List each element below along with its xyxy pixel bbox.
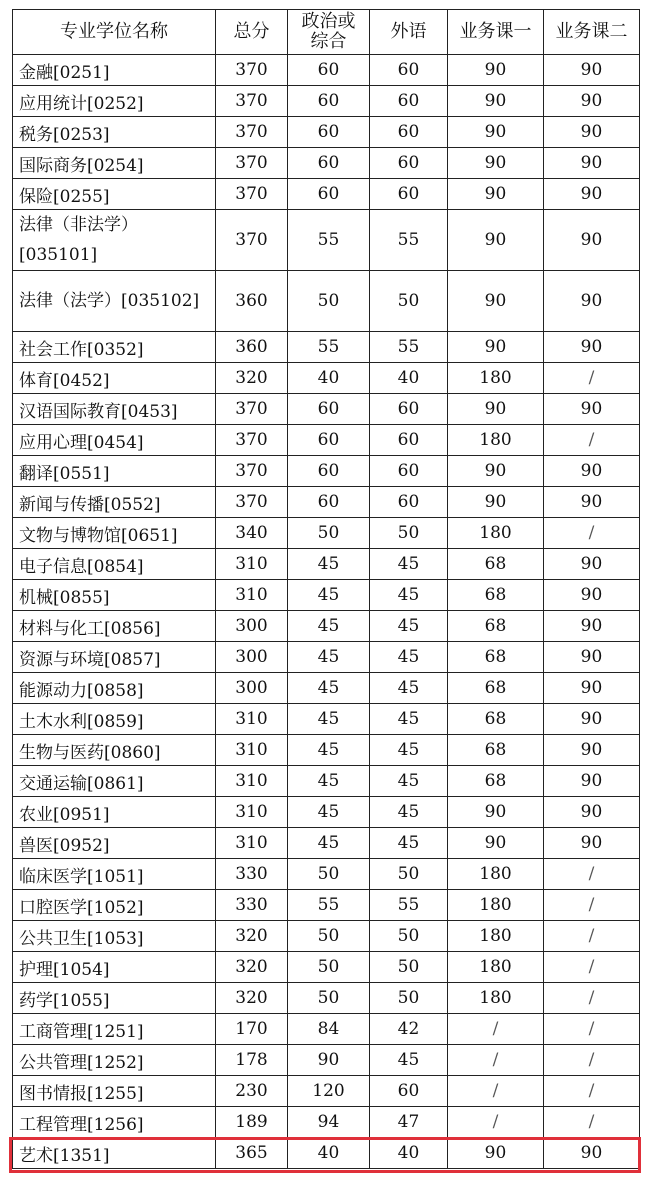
program-name-cell: 金融[0251] — [13, 55, 216, 86]
politics-score-cell: 40 — [288, 363, 370, 394]
program-name-cell: 临床医学[1051] — [13, 859, 216, 890]
politics-score-cell: 45 — [288, 673, 370, 704]
language-score-cell: 50 — [370, 921, 448, 952]
course-2-score-cell: 90 — [544, 828, 640, 859]
politics-score-cell: 40 — [288, 1138, 370, 1169]
politics-score-cell: 45 — [288, 549, 370, 580]
total-score-cell: 360 — [216, 332, 288, 363]
politics-score-cell: 55 — [288, 890, 370, 921]
course-1-score-cell: 180 — [448, 363, 544, 394]
language-score-cell: 60 — [370, 179, 448, 210]
course-1-score-cell: 68 — [448, 642, 544, 673]
politics-score-cell: 60 — [288, 394, 370, 425]
total-score-cell: 360 — [216, 271, 288, 332]
course-2-score-cell: / — [544, 890, 640, 921]
course-1-score-cell: 90 — [448, 179, 544, 210]
total-score-cell: 370 — [216, 148, 288, 179]
table-row — [13, 487, 640, 518]
program-name-cell: 材料与化工[0856] — [13, 611, 216, 642]
language-score-cell: 55 — [370, 890, 448, 921]
course-1-score-cell: 180 — [448, 983, 544, 1014]
table-row — [13, 86, 640, 117]
course-1-score-cell: 90 — [448, 797, 544, 828]
total-score-cell: 310 — [216, 735, 288, 766]
course-1-score-cell: 68 — [448, 673, 544, 704]
header-program-name: 专业学位名称 — [13, 10, 216, 55]
course-1-score-cell: 180 — [448, 859, 544, 890]
program-name-cell: 社会工作[0352] — [13, 332, 216, 363]
politics-score-cell: 120 — [288, 1076, 370, 1107]
total-score-cell: 178 — [216, 1045, 288, 1076]
header-politics — [288, 10, 370, 55]
program-name-cell: 资源与环境[0857] — [13, 642, 216, 673]
course-1-score-cell: / — [448, 1107, 544, 1138]
politics-score-cell: 45 — [288, 828, 370, 859]
course-1-score-cell: 68 — [448, 549, 544, 580]
total-score-cell: 310 — [216, 828, 288, 859]
course-1-score-cell: 90 — [448, 394, 544, 425]
program-name-cell: 机械[0855] — [13, 580, 216, 611]
language-score-cell: 45 — [370, 766, 448, 797]
total-score-cell: 330 — [216, 859, 288, 890]
course-2-score-cell: 90 — [544, 55, 640, 86]
program-name-cell: 汉语国际教育[0453] — [13, 394, 216, 425]
program-name-cell: 法律（法学）[035102] — [13, 271, 216, 332]
total-score-cell: 300 — [216, 642, 288, 673]
politics-score-cell: 45 — [288, 580, 370, 611]
course-1-score-cell: 90 — [448, 55, 544, 86]
course-2-score-cell: 90 — [544, 86, 640, 117]
course-2-score-cell: 90 — [544, 210, 640, 271]
table-row — [13, 148, 640, 179]
table-row — [13, 1076, 640, 1107]
table-row — [13, 332, 640, 363]
score-table-container — [12, 9, 640, 1169]
course-1-score-cell: 90 — [448, 828, 544, 859]
total-score-cell: 310 — [216, 766, 288, 797]
course-2-score-cell: / — [544, 921, 640, 952]
language-score-cell: 45 — [370, 642, 448, 673]
politics-score-cell: 45 — [288, 611, 370, 642]
total-score-cell: 370 — [216, 86, 288, 117]
course-2-score-cell: 90 — [544, 766, 640, 797]
course-2-score-cell: 90 — [544, 117, 640, 148]
table-body — [13, 55, 640, 1169]
course-1-score-cell: 90 — [448, 1138, 544, 1169]
politics-score-cell: 45 — [288, 642, 370, 673]
course-2-score-cell: / — [544, 1107, 640, 1138]
total-score-cell: 370 — [216, 425, 288, 456]
course-1-score-cell: 68 — [448, 735, 544, 766]
course-2-score-cell: 90 — [544, 456, 640, 487]
program-name-cell: 护理[1054] — [13, 952, 216, 983]
language-score-cell: 40 — [370, 363, 448, 394]
total-score-cell: 365 — [216, 1138, 288, 1169]
program-name-cell: 兽医[0952] — [13, 828, 216, 859]
politics-score-cell: 50 — [288, 921, 370, 952]
table-row — [13, 363, 640, 394]
table-row — [13, 1045, 640, 1076]
language-score-cell: 60 — [370, 117, 448, 148]
table-row — [13, 549, 640, 580]
course-1-score-cell: 180 — [448, 890, 544, 921]
politics-score-cell: 50 — [288, 859, 370, 890]
course-1-score-cell: / — [448, 1076, 544, 1107]
header-total: 总分 — [216, 10, 288, 55]
program-name-cell: 土木水利[0859] — [13, 704, 216, 735]
program-name-cell: 税务[0253] — [13, 117, 216, 148]
table-row — [13, 983, 640, 1014]
total-score-cell: 310 — [216, 704, 288, 735]
language-score-cell: 45 — [370, 828, 448, 859]
language-score-cell: 60 — [370, 86, 448, 117]
total-score-cell: 370 — [216, 487, 288, 518]
course-1-score-cell: 68 — [448, 704, 544, 735]
course-2-score-cell: 90 — [544, 332, 640, 363]
table-row — [13, 425, 640, 456]
table-row — [13, 611, 640, 642]
table-row — [13, 271, 640, 332]
politics-score-cell: 60 — [288, 487, 370, 518]
table-row — [13, 580, 640, 611]
course-1-score-cell: / — [448, 1014, 544, 1045]
table-row — [13, 394, 640, 425]
program-name-cell: 新闻与传播[0552] — [13, 487, 216, 518]
course-1-score-cell: 90 — [448, 456, 544, 487]
total-score-cell: 320 — [216, 983, 288, 1014]
table-row — [13, 828, 640, 859]
course-1-score-cell: 68 — [448, 580, 544, 611]
table-row — [13, 642, 640, 673]
politics-score-cell: 94 — [288, 1107, 370, 1138]
header-course-1: 业务课一 — [448, 10, 544, 55]
course-2-score-cell: / — [544, 952, 640, 983]
total-score-cell: 320 — [216, 921, 288, 952]
total-score-cell: 300 — [216, 673, 288, 704]
course-2-score-cell: / — [544, 1014, 640, 1045]
language-score-cell: 60 — [370, 394, 448, 425]
table-header-row — [13, 10, 640, 55]
total-score-cell: 330 — [216, 890, 288, 921]
total-score-cell: 310 — [216, 549, 288, 580]
program-name-cell: 翻译[0551] — [13, 456, 216, 487]
table-row — [13, 704, 640, 735]
politics-score-cell: 60 — [288, 55, 370, 86]
total-score-cell: 170 — [216, 1014, 288, 1045]
language-score-cell: 60 — [370, 1076, 448, 1107]
politics-score-cell: 60 — [288, 425, 370, 456]
course-1-score-cell: 180 — [448, 952, 544, 983]
course-2-score-cell: 90 — [544, 394, 640, 425]
course-2-score-cell: / — [544, 1045, 640, 1076]
politics-score-cell: 50 — [288, 518, 370, 549]
total-score-cell: 370 — [216, 117, 288, 148]
course-2-score-cell: 90 — [544, 148, 640, 179]
language-score-cell: 45 — [370, 1045, 448, 1076]
language-score-cell: 50 — [370, 859, 448, 890]
header-course-2: 业务课二 — [544, 10, 640, 55]
language-score-cell: 60 — [370, 456, 448, 487]
program-name-cell: 公共管理[1252] — [13, 1045, 216, 1076]
politics-score-cell: 55 — [288, 210, 370, 271]
course-1-score-cell: 90 — [448, 271, 544, 332]
course-2-score-cell: / — [544, 425, 640, 456]
language-score-cell: 45 — [370, 797, 448, 828]
total-score-cell: 370 — [216, 394, 288, 425]
total-score-cell: 310 — [216, 797, 288, 828]
table-row — [13, 1014, 640, 1045]
politics-score-cell: 45 — [288, 735, 370, 766]
table-row — [13, 735, 640, 766]
table-row — [13, 55, 640, 86]
course-1-score-cell: 180 — [448, 425, 544, 456]
program-name-cell: 公共卫生[1053] — [13, 921, 216, 952]
total-score-cell: 370 — [216, 456, 288, 487]
table-row — [13, 766, 640, 797]
course-1-score-cell: 90 — [448, 487, 544, 518]
language-score-cell: 50 — [370, 271, 448, 332]
course-1-score-cell: 90 — [448, 86, 544, 117]
language-score-cell: 45 — [370, 704, 448, 735]
total-score-cell: 340 — [216, 518, 288, 549]
politics-score-cell: 45 — [288, 766, 370, 797]
program-name-cell: 能源动力[0858] — [13, 673, 216, 704]
total-score-cell: 320 — [216, 363, 288, 394]
politics-score-cell: 60 — [288, 117, 370, 148]
politics-score-cell: 60 — [288, 86, 370, 117]
politics-score-cell: 50 — [288, 983, 370, 1014]
program-name-cell: 生物与医药[0860] — [13, 735, 216, 766]
politics-score-cell: 60 — [288, 148, 370, 179]
politics-score-cell: 45 — [288, 704, 370, 735]
header-language: 外语 — [370, 10, 448, 55]
table-row — [13, 456, 640, 487]
program-name-cell: 工程管理[1256] — [13, 1107, 216, 1138]
course-2-score-cell: / — [544, 859, 640, 890]
program-name-cell: 口腔医学[1052] — [13, 890, 216, 921]
total-score-cell: 189 — [216, 1107, 288, 1138]
total-score-cell: 370 — [216, 210, 288, 271]
course-2-score-cell: / — [544, 983, 640, 1014]
program-name-cell: 工商管理[1251] — [13, 1014, 216, 1045]
language-score-cell: 50 — [370, 983, 448, 1014]
course-1-score-cell: 180 — [448, 518, 544, 549]
table-row — [13, 210, 640, 271]
course-2-score-cell: / — [544, 363, 640, 394]
course-2-score-cell: 90 — [544, 704, 640, 735]
table-row — [13, 179, 640, 210]
language-score-cell: 55 — [370, 210, 448, 271]
total-score-cell: 310 — [216, 580, 288, 611]
table-row — [13, 797, 640, 828]
course-1-score-cell: 180 — [448, 921, 544, 952]
program-name-cell: 文物与博物馆[0651] — [13, 518, 216, 549]
table-row — [13, 518, 640, 549]
course-2-score-cell: 90 — [544, 735, 640, 766]
program-name-cell: 艺术[1351] — [13, 1138, 216, 1169]
table-row — [13, 117, 640, 148]
course-2-score-cell: 90 — [544, 487, 640, 518]
total-score-cell: 230 — [216, 1076, 288, 1107]
total-score-cell: 370 — [216, 179, 288, 210]
politics-score-cell: 90 — [288, 1045, 370, 1076]
table-row — [13, 1138, 640, 1169]
course-2-score-cell: / — [544, 1076, 640, 1107]
program-name-cell: 法律（非法学）[035101] — [13, 210, 216, 271]
language-score-cell: 45 — [370, 549, 448, 580]
course-2-score-cell: 90 — [544, 1138, 640, 1169]
total-score-cell: 320 — [216, 952, 288, 983]
table-row — [13, 673, 640, 704]
politics-score-cell: 55 — [288, 332, 370, 363]
course-1-score-cell: 90 — [448, 210, 544, 271]
program-name-cell: 应用心理[0454] — [13, 425, 216, 456]
language-score-cell: 60 — [370, 487, 448, 518]
language-score-cell: 40 — [370, 1138, 448, 1169]
total-score-cell: 370 — [216, 55, 288, 86]
total-score-cell: 300 — [216, 611, 288, 642]
course-1-score-cell: 90 — [448, 148, 544, 179]
course-1-score-cell: 68 — [448, 611, 544, 642]
course-1-score-cell: / — [448, 1045, 544, 1076]
politics-score-cell: 84 — [288, 1014, 370, 1045]
program-name-cell: 应用统计[0252] — [13, 86, 216, 117]
language-score-cell: 55 — [370, 332, 448, 363]
program-name-cell: 电子信息[0854] — [13, 549, 216, 580]
program-name-cell: 保险[0255] — [13, 179, 216, 210]
program-name-cell: 图书情报[1255] — [13, 1076, 216, 1107]
language-score-cell: 47 — [370, 1107, 448, 1138]
language-score-cell: 60 — [370, 425, 448, 456]
course-2-score-cell: 90 — [544, 797, 640, 828]
course-1-score-cell: 90 — [448, 332, 544, 363]
course-2-score-cell: 90 — [544, 271, 640, 332]
program-name-cell: 国际商务[0254] — [13, 148, 216, 179]
table-row — [13, 952, 640, 983]
course-2-score-cell: 90 — [544, 611, 640, 642]
politics-score-cell: 45 — [288, 797, 370, 828]
program-name-cell: 交通运输[0861] — [13, 766, 216, 797]
course-2-score-cell: 90 — [544, 673, 640, 704]
table-row — [13, 921, 640, 952]
course-1-score-cell: 90 — [448, 117, 544, 148]
course-2-score-cell: 90 — [544, 642, 640, 673]
course-2-score-cell: 90 — [544, 549, 640, 580]
table-row — [13, 890, 640, 921]
course-1-score-cell: 68 — [448, 766, 544, 797]
program-name-cell: 农业[0951] — [13, 797, 216, 828]
table-row — [13, 859, 640, 890]
language-score-cell: 45 — [370, 673, 448, 704]
language-score-cell: 45 — [370, 611, 448, 642]
language-score-cell: 50 — [370, 952, 448, 983]
score-table — [12, 9, 640, 1169]
politics-score-cell: 60 — [288, 179, 370, 210]
program-name-cell: 药学[1055] — [13, 983, 216, 1014]
language-score-cell: 42 — [370, 1014, 448, 1045]
course-2-score-cell: 90 — [544, 179, 640, 210]
table-row — [13, 1107, 640, 1138]
language-score-cell: 45 — [370, 735, 448, 766]
header-politics-label: 政治或 综合 — [301, 11, 356, 52]
politics-score-cell: 50 — [288, 952, 370, 983]
course-2-score-cell: 90 — [544, 580, 640, 611]
politics-score-cell: 60 — [288, 456, 370, 487]
language-score-cell: 45 — [370, 580, 448, 611]
language-score-cell: 60 — [370, 148, 448, 179]
program-name-cell: 体育[0452] — [13, 363, 216, 394]
course-2-score-cell: / — [544, 518, 640, 549]
politics-score-cell: 50 — [288, 271, 370, 332]
language-score-cell: 50 — [370, 518, 448, 549]
language-score-cell: 60 — [370, 55, 448, 86]
